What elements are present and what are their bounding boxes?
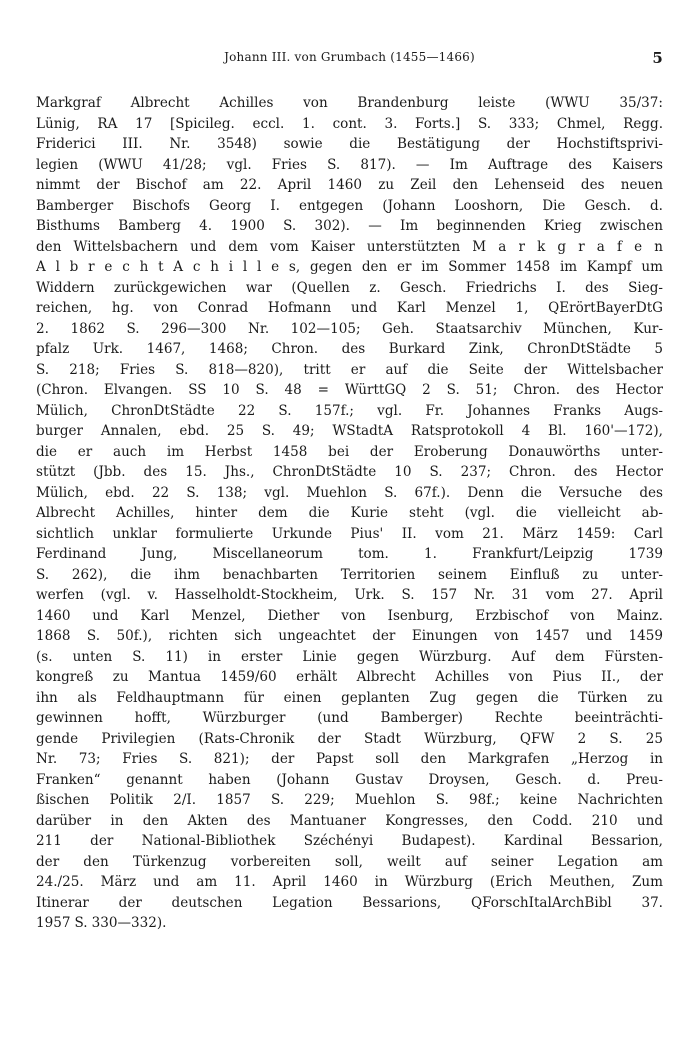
text-line: darüber in den Akten des Mantuaner Kongresses, den Codd. 210 und (36, 812, 663, 829)
text-line: S. 262), die ihm benachbarten Territorien seinem Einfluß zu unter- (36, 566, 663, 583)
text-line: burger Annalen, ebd. 25 S. 49; WStadtA Ratsprotokoll 4 Bl. 160'—172), (36, 423, 663, 439)
book-page (36, 50, 663, 934)
text-line: 211 der National-Bibliothek Széchényi Budapest). Kardinal Bessarion, (36, 833, 663, 849)
text-line: ßischen Politik 2/I. 1857 S. 229; Muehlon S. 98f.; keine Nachrichten (36, 792, 663, 808)
text-line: Bamberger Bischofs Georg I. entgegen (Johann Looshorn, Die Gesch. d. (36, 197, 663, 214)
text-line: gende Privilegien (Rats-Chronik der Stadt Würzburg, QFW 2 S. 25 (36, 730, 663, 747)
text-line: legien (WWU 41/28; vgl. Fries S. 817). — Im Auftrage des Kaisers (36, 156, 663, 173)
text-line: 1460 und Karl Menzel, Diether von Isenburg, Erzbischof von Mainz. (36, 607, 663, 624)
text-line: der den Türkenzug vorbereiten soll, weilt auf seiner Legation am (36, 853, 663, 870)
text-line: Friderici III. Nr. 3548) sowie die Bestätigung der Hochstiftsprivi- (36, 136, 663, 152)
text-line: Nr. 73; Fries S. 821); der Papst soll den Markgrafen „Herzog in (36, 751, 663, 767)
text-line: 24./25. März und am 11. April 1460 in Würzburg (Erich Meuthen, Zum (36, 874, 663, 890)
page-number: 5 (652, 49, 663, 67)
text-line: Mülich, ChronDtStädte 22 S. 157f.; vgl. Fr. Johannes Franks Augs- (36, 402, 663, 419)
text-line: reichen, hg. von Conrad Hofmann und Karl Menzel 1, QErörtBayerDtG (36, 300, 663, 316)
text-line: Mülich, ebd. 22 S. 138; vgl. Muehlon S. 67f.). Denn die Versuche des (36, 484, 663, 501)
text-line: Albrecht Achilles, hinter dem die Kurie steht (vgl. die vielleicht ab- (36, 505, 663, 521)
text-line: (Chron. Elvangen. SS 10 S. 48 = WürttGQ 2 S. 51; Chron. des Hector (36, 382, 663, 398)
text-line: 1957 S. 330—332). (36, 915, 167, 931)
text-line: ihn als Feldhauptmann für einen geplanten Zug gegen die Türken zu (36, 689, 663, 706)
text-line: die er auch im Herbst 1458 bei der Eroberung Donauwörths unter- (36, 443, 663, 460)
text-line: Lünig, RA 17 [Spicileg. eccl. 1. cont. 3. Forts.] S. 333; Chmel, Regg. (36, 115, 663, 132)
text-line: Widdern zurückgewichen war (Quellen z. Gesch. Friedrichs I. des Sieg- (36, 279, 663, 296)
text-line: den Wittelsbachern und dem vom Kaiser unterstützten M a r k g r a f e n (36, 238, 663, 255)
text-line: pfalz Urk. 1467, 1468; Chron. des Burkard Zink, ChronDtStädte 5 (36, 341, 663, 357)
text-line: S. 218; Fries S. 818—820), tritt er auf die Seite der Wittelsbacher (36, 361, 663, 378)
text-line: gewinnen hofft, Würzburger (und Bamberger) Rechte beeinträchti- (36, 710, 663, 726)
text-line: werfen (vgl. v. Hasselholdt-Stockheim, Urk. S. 157 Nr. 31 vom 27. April (36, 587, 663, 603)
text-line: Franken“ genannt haben (Johann Gustav Droysen, Gesch. d. Preu- (36, 771, 663, 788)
text-line: nimmt der Bischof am 22. April 1460 zu Zeil den Lehenseid des neuen (36, 177, 663, 193)
text-line: kongreß zu Mantua 1459/60 erhält Albrecht Achilles von Pius II., der (36, 669, 663, 685)
text-line: Markgraf Albrecht Achilles von Brandenburg leiste (WWU 35/37: (36, 95, 663, 111)
running-head (36, 50, 663, 70)
text-line: 1868 S. 50f.), richten sich ungeachtet der Einungen von 1457 und 1459 (36, 628, 663, 644)
text-line: Bisthums Bamberg 4. 1900 S. 302). — Im beginnenden Krieg zwischen (36, 218, 663, 234)
text-line: Ferdinand Jung, Miscellaneorum tom. 1. Frankfurt/Leipzig 1739 (36, 546, 663, 562)
text-line: sichtlich unklar formulierte Urkunde Pius' II. vom 21. März 1459: Carl (36, 525, 663, 542)
text-line: 2. 1862 S. 296—300 Nr. 102—105; Geh. Staatsarchiv München, Kur- (36, 320, 663, 337)
text-line: A l b r e c h t A c h i l l e s, gegen den er im Sommer 1458 im Kampf um (36, 259, 663, 275)
text-line: stützt (Jbb. des 15. Jhs., ChronDtStädte 10 S. 237; Chron. des Hector (36, 464, 663, 480)
text-line: (s. unten S. 11) in erster Linie gegen Würzburg. Auf dem Fürsten- (36, 648, 663, 665)
text-line: Itinerar der deutschen Legation Bessarions, QForschItalArchBibl 37. (36, 894, 663, 911)
body-paragraph (36, 93, 663, 934)
running-title: Johann III. von Grumbach (1455—1466) (224, 50, 475, 64)
